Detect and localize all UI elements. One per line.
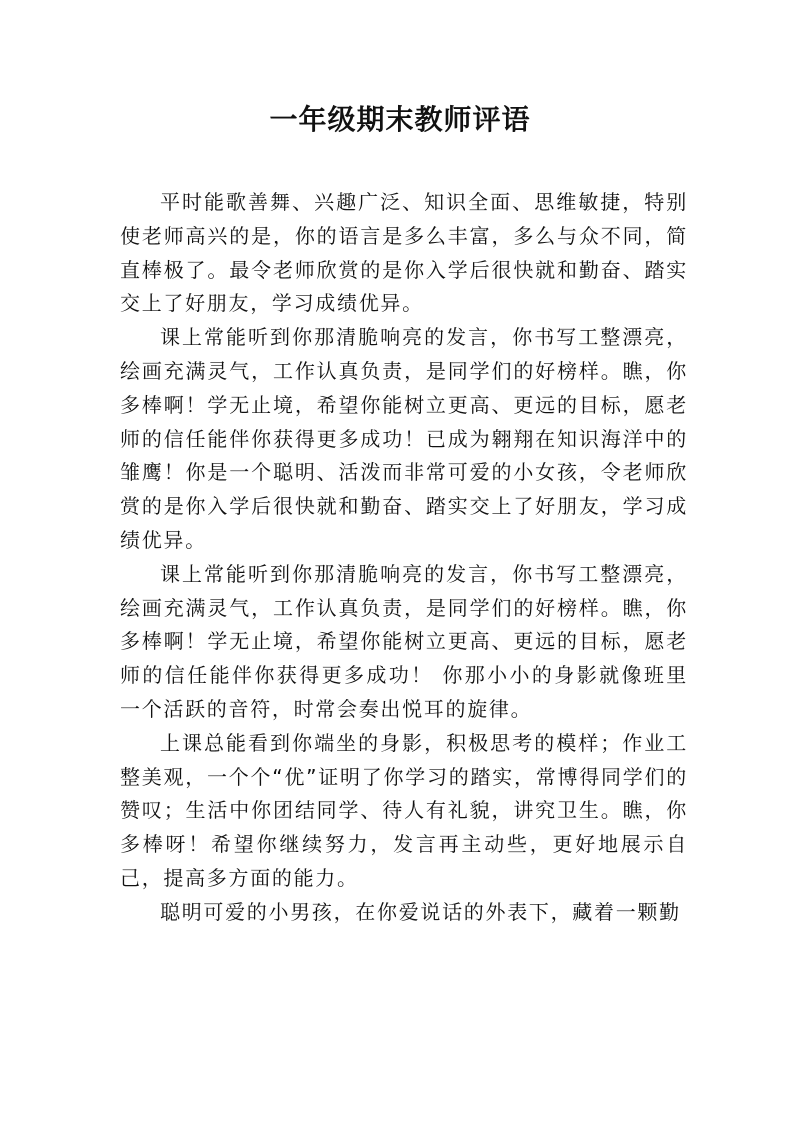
document-title: 一年级期末教师评语 [269,103,531,136]
paragraph-4: 上课总能看到你端坐的身影，积极思考的模样；作业工整美观，一个个“优”证明了你学习的踏实，常博得同学们的赞叹；生活中你团结同学、待人有礼貌，讲究卫生。瞧，你多棒呀！希望你继续努力，发言再主动些，更好地展示自己，提高多方面的能力。 [120,730,688,890]
paragraph-1: 平时能歌善舞、兴趣广泛、知识全面、思维敏捷，特别使老师高兴的是，你的语言是多么丰富，多么与众不同，简直棒极了。最令老师欣赏的是你入学后很快就和勤奋、踏实交上了好朋友，学习成绩优异。 [120,190,688,316]
paragraph-2: 课上常能听到你那清脆响亮的发言，你书写工整漂亮，绘画充满灵气，工作认真负责，是同学们的好榜样。瞧，你多棒啊！学无止境，希望你能树立更高、更远的目标，愿老师的信任能伴你获得更多成功！已成为翱翔在知识海洋中的雏鹰！你是一个聪明、活泼而非常可爱的小女孩，令老师欣赏的是你入学后很快就和勤奋、踏实交上了好朋友，学习成绩优异。 [120,325,688,552]
document-body [120,186,688,930]
paragraph-5: 聪明可爱的小男孩，在你爱说话的外表下，藏着一颗勤 [160,899,681,924]
paragraph-3: 课上常能听到你那清脆响亮的发言，你书写工整漂亮，绘画充满灵气，工作认真负责，是同学们的好榜样。瞧，你多棒啊！学无止境，希望你能树立更高、更远的目标，愿老师的信任能伴你获得更多成功！ 你那小小的身影就像班里一个活跃的音符，时常会奏出悦耳的旋律。 [120,561,688,721]
